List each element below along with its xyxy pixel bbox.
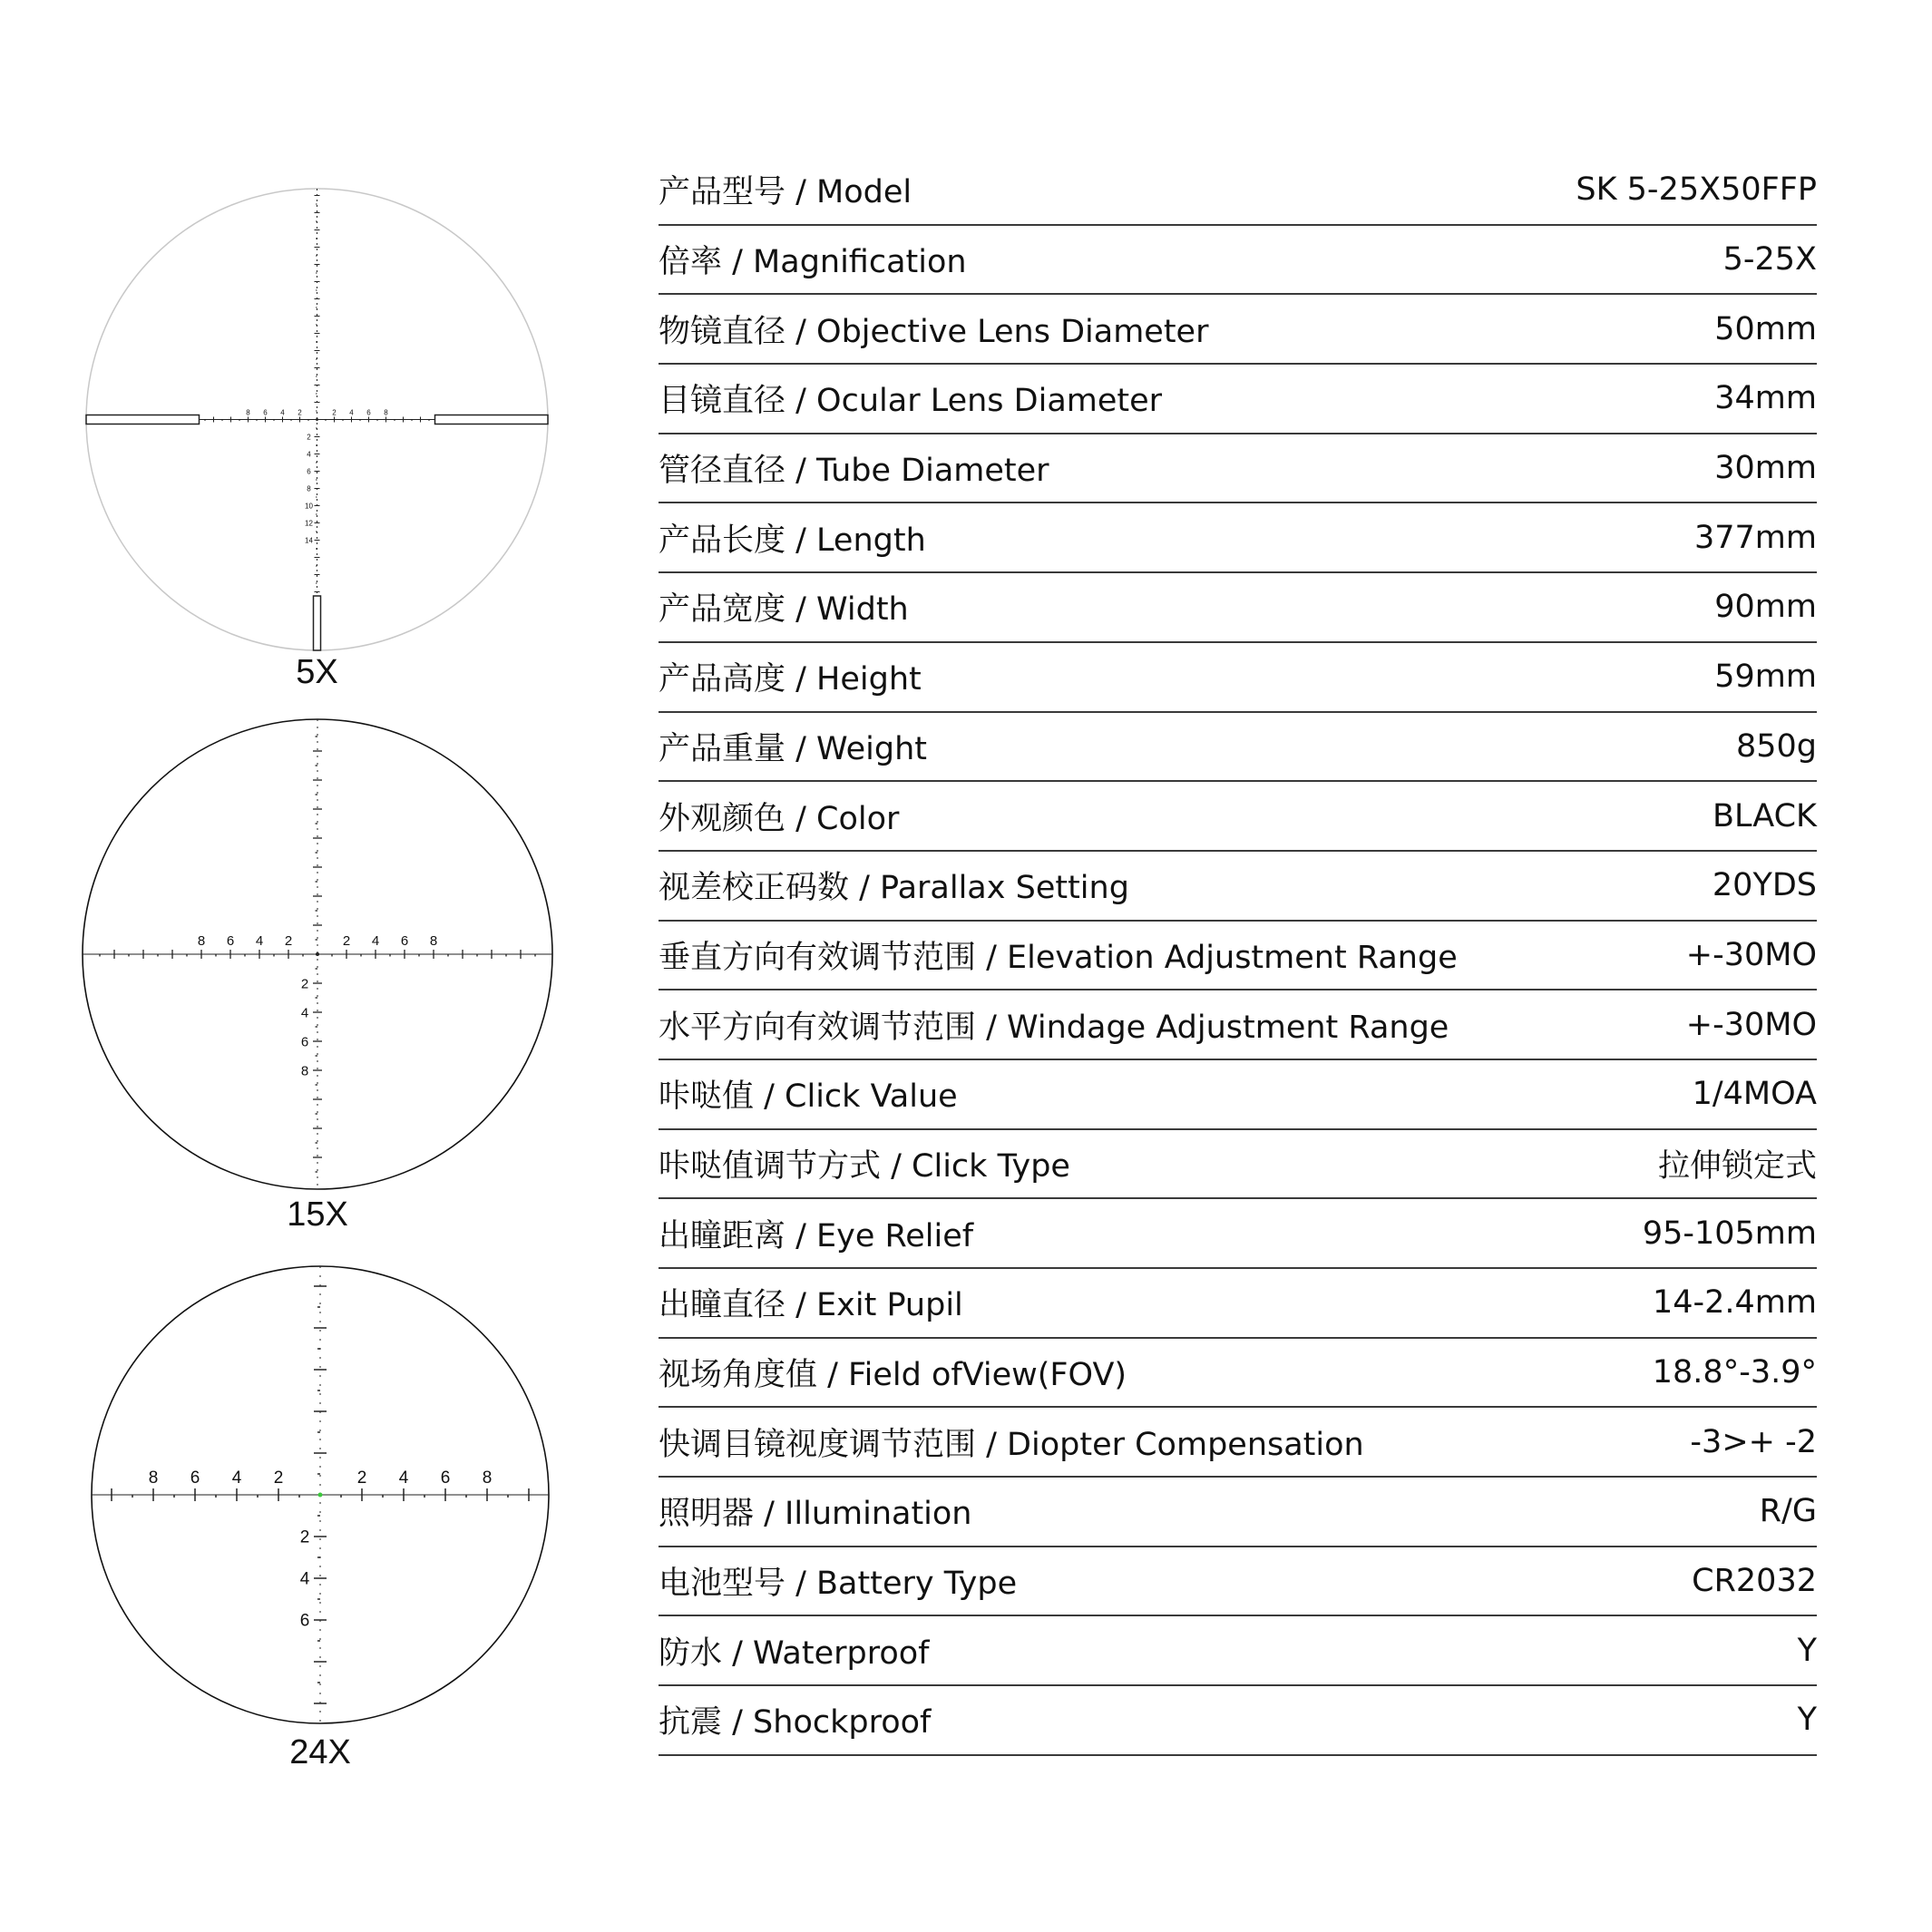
- reticle-5x-diagram: [83, 186, 551, 653]
- elevation-label: 4: [300, 1005, 309, 1021]
- reticle-figure-15x: [80, 717, 555, 1243]
- spec-row: [659, 713, 1817, 783]
- spec-row: [659, 922, 1817, 991]
- spec-row: [659, 1408, 1817, 1478]
- windage-label: 6: [400, 933, 409, 949]
- spec-label: 水平方向有效调节范围 / Windage Adjustment Range: [659, 1009, 1449, 1046]
- spec-row: [659, 226, 1817, 296]
- spec-label: 产品宽度 / Width: [659, 591, 909, 629]
- spec-row: [659, 782, 1817, 852]
- spec-value: SK 5-25X50FFP: [1576, 171, 1817, 209]
- spec-label: 产品长度 / Length: [659, 522, 926, 559]
- windage-label: 2: [342, 933, 351, 949]
- spec-label: 外观颜色 / Color: [659, 800, 900, 837]
- spec-row: [659, 643, 1817, 713]
- reticle-15x-diagram: [80, 717, 555, 1192]
- windage-label: 4: [280, 408, 285, 417]
- spec-label: 目镜直径 / Ocular Lens Diameter: [659, 383, 1163, 420]
- windage-label: 4: [371, 933, 380, 949]
- windage-label: 2: [284, 933, 293, 949]
- elevation-label: 8: [300, 1063, 309, 1079]
- windage-label: 2: [298, 408, 302, 417]
- elevation-label: 2: [307, 433, 311, 442]
- spec-row: [659, 1269, 1817, 1339]
- spec-value: BLACK: [1712, 797, 1817, 834]
- spec-row: [659, 852, 1817, 922]
- windage-label: 8: [482, 1469, 493, 1488]
- spec-row: [659, 365, 1817, 434]
- spec-value: +-30MO: [1685, 1006, 1817, 1043]
- spec-row: [659, 990, 1817, 1060]
- spec-value: 850g: [1735, 727, 1817, 765]
- spec-value: 377mm: [1694, 519, 1817, 556]
- spec-label: 产品重量 / Weight: [659, 730, 927, 767]
- elevation-label: 10: [305, 502, 313, 511]
- reticle-24x-diagram: [89, 1264, 551, 1726]
- magnification-label-24x: 24X: [289, 1733, 351, 1771]
- windage-label: 8: [429, 933, 438, 949]
- spec-label: 防水 / Waterproof: [659, 1634, 930, 1672]
- center-dot: [316, 952, 319, 956]
- spec-table: [659, 156, 1817, 1756]
- elevation-label: 6: [299, 1611, 310, 1631]
- spec-value: Y: [1797, 1702, 1817, 1739]
- spec-row: [659, 573, 1817, 643]
- windage-label: 6: [366, 408, 371, 417]
- spec-value: 34mm: [1714, 380, 1817, 417]
- windage-label: 8: [197, 933, 206, 949]
- spec-value: 90mm: [1714, 589, 1817, 626]
- spec-label: 咔哒值调节方式 / Click Type: [659, 1147, 1070, 1185]
- spec-label: 快调目镜视度调节范围 / Diopter Compensation: [659, 1426, 1364, 1463]
- spec-row: [659, 503, 1817, 573]
- elevation-label: 12: [305, 519, 313, 528]
- spec-value: R/G: [1759, 1493, 1817, 1530]
- spec-row: [659, 1686, 1817, 1756]
- spec-row: [659, 1616, 1817, 1686]
- reticle-figure-5x: [83, 186, 551, 694]
- windage-label: 6: [190, 1469, 200, 1488]
- spec-row: [659, 1199, 1817, 1269]
- spec-row: [659, 1547, 1817, 1617]
- spec-value: 1/4MOA: [1692, 1076, 1817, 1113]
- center-dot: [318, 1493, 323, 1498]
- elevation-label: 4: [307, 450, 311, 459]
- spec-value: +-30MO: [1685, 936, 1817, 973]
- spec-label: 电池型号 / Battery Type: [659, 1566, 1018, 1603]
- spec-row: [659, 434, 1817, 504]
- right-post: [435, 415, 549, 424]
- spec-value: 拉伸锁定式: [1657, 1147, 1817, 1185]
- spec-label: 出瞳距离 / Eye Relief: [659, 1217, 974, 1254]
- spec-value: Y: [1797, 1632, 1817, 1669]
- spec-label: 咔哒值 / Click Value: [659, 1078, 958, 1116]
- spec-label: 视差校正码数 / Parallax Setting: [659, 870, 1129, 907]
- spec-label: 产品型号 / Model: [659, 174, 912, 211]
- magnification-label-5x: 5X: [296, 653, 338, 691]
- left-post: [86, 415, 200, 424]
- windage-label: 2: [273, 1469, 284, 1488]
- elevation-label: 6: [300, 1034, 309, 1050]
- windage-label: 6: [440, 1469, 451, 1488]
- spec-value: 5-25X: [1722, 241, 1817, 278]
- elevation-label: 14: [305, 536, 313, 545]
- windage-label: 4: [398, 1469, 409, 1488]
- spec-value: 14-2.4mm: [1652, 1284, 1817, 1322]
- spec-row: [659, 156, 1817, 226]
- spec-label: 照明器 / Illumination: [659, 1496, 972, 1533]
- spec-row: [659, 1478, 1817, 1547]
- spec-value: 18.8°-3.9°: [1652, 1354, 1817, 1391]
- windage-label: 6: [263, 408, 268, 417]
- spec-row: [659, 1060, 1817, 1130]
- windage-label: 8: [384, 408, 388, 417]
- spec-label: 产品高度 / Height: [659, 661, 922, 698]
- spec-label: 管径直径 / Tube Diameter: [659, 453, 1049, 490]
- spec-value: 20YDS: [1712, 867, 1817, 904]
- windage-label: 6: [226, 933, 235, 949]
- spec-label: 抗震 / Shockproof: [659, 1704, 932, 1742]
- spec-value: 59mm: [1714, 659, 1817, 696]
- spec-value: 95-105mm: [1642, 1215, 1817, 1252]
- spec-row: [659, 1339, 1817, 1409]
- spec-value: CR2032: [1692, 1563, 1817, 1600]
- windage-label: 2: [332, 408, 337, 417]
- elevation-label: 2: [300, 976, 309, 992]
- spec-label: 物镜直径 / Objective Lens Diameter: [659, 313, 1209, 350]
- elevation-label: 4: [299, 1569, 310, 1589]
- elevation-label: 6: [307, 467, 311, 476]
- elevation-label: 2: [299, 1527, 310, 1547]
- spec-label: 出瞳直径 / Exit Pupil: [659, 1287, 963, 1324]
- spec-label: 视场角度值 / Field ofView(FOV): [659, 1357, 1127, 1394]
- windage-label: 4: [255, 933, 264, 949]
- spec-label: 垂直方向有效调节范围 / Elevation Adjustment Range: [659, 939, 1458, 976]
- windage-label: 4: [231, 1469, 242, 1488]
- magnification-label-15x: 15X: [287, 1195, 348, 1234]
- center-dot: [316, 418, 318, 421]
- spec-value: 30mm: [1714, 450, 1817, 487]
- elevation-label: 8: [307, 484, 311, 493]
- spec-row: [659, 295, 1817, 365]
- spec-value: 50mm: [1714, 310, 1817, 347]
- windage-label: 8: [148, 1469, 159, 1488]
- windage-label: 4: [349, 408, 354, 417]
- bottom-post: [314, 596, 321, 650]
- windage-label: 8: [246, 408, 250, 417]
- windage-label: 2: [356, 1469, 367, 1488]
- reticle-figure-24x: [89, 1264, 551, 1776]
- spec-value: -3>+ -2: [1690, 1423, 1817, 1460]
- spec-label: 倍率 / Magnification: [659, 244, 967, 281]
- spec-row: [659, 1130, 1817, 1200]
